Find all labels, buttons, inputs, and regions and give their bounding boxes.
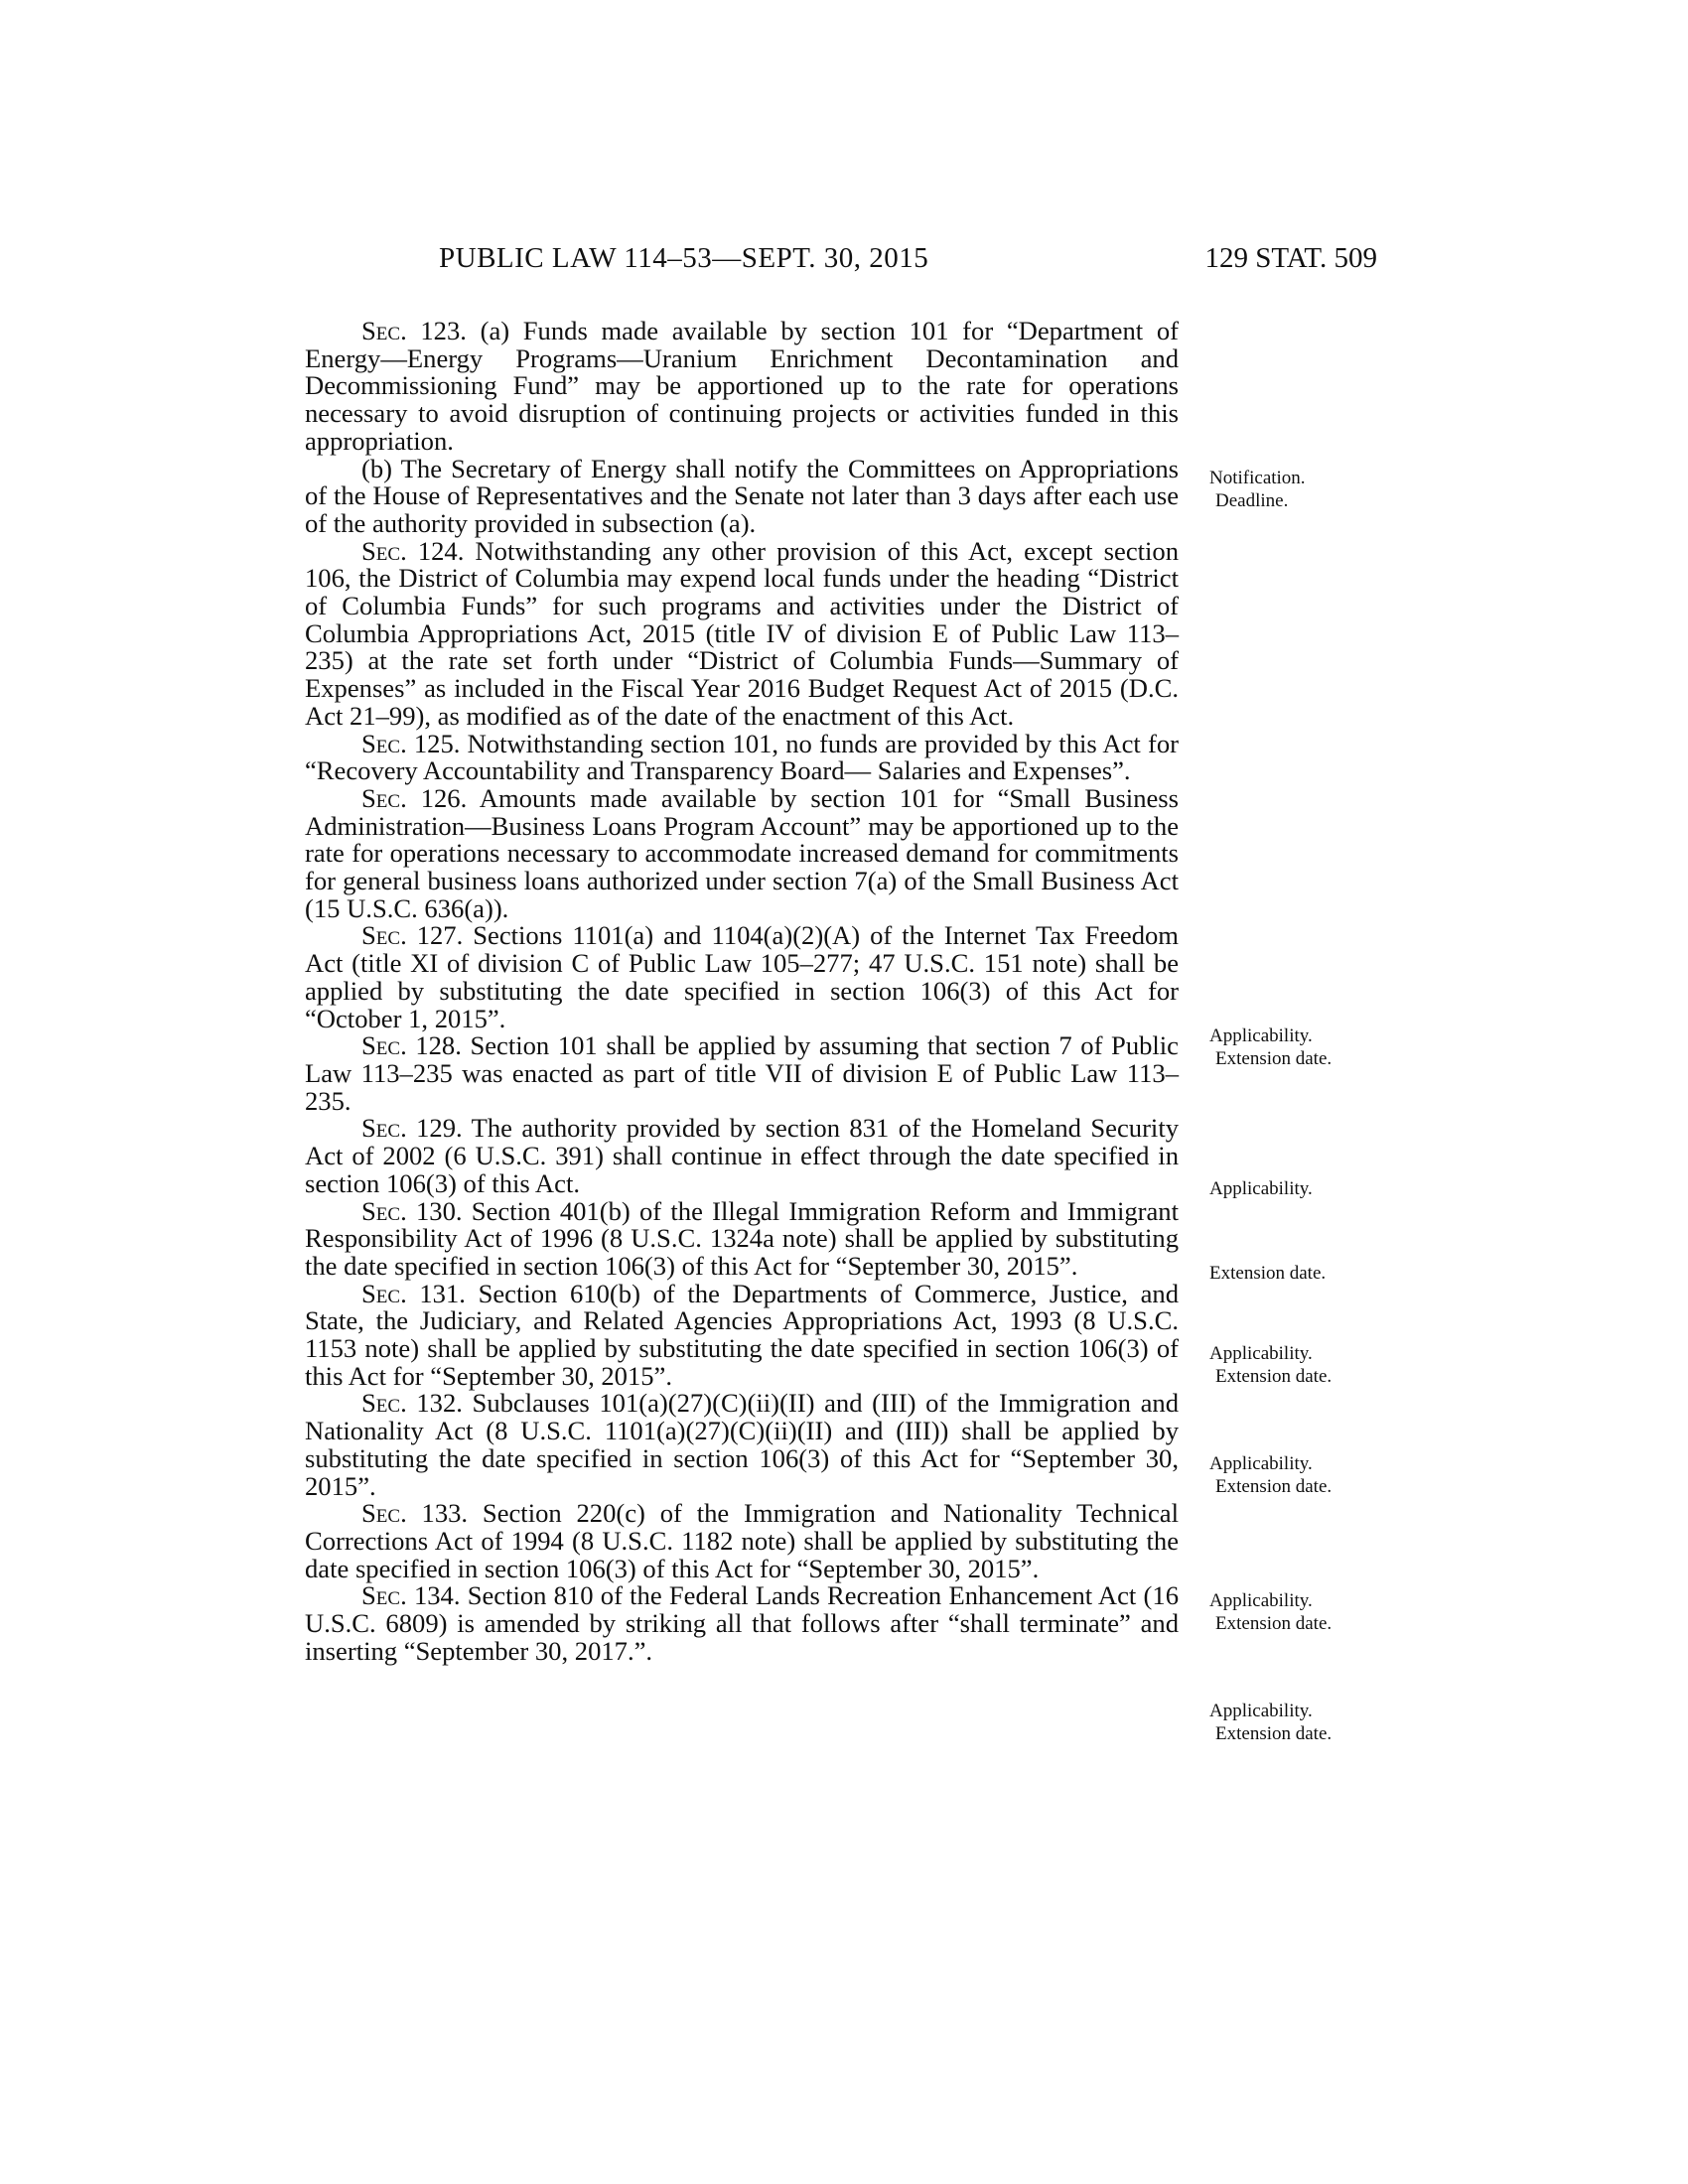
margin-note-section-131 — [1209, 1452, 1332, 1498]
section-132 — [305, 1390, 1179, 1500]
section-text: 129. The authority provided by section 831 of the Homeland Security Act of 2002 (6 U.S.C. 391) shall continue in effect through the date specified in section 106(3) of this Act. — [305, 1113, 1179, 1198]
margin-note-line: Extension date. — [1215, 1366, 1333, 1387]
section-text: 132. Subclauses 101(a)(27)(C)(ii)(II) and (III) of the Immigration and Nationality Act (8 U.S.C. 1101(a)(27)(C)(ii)(II) and (III)) shall be applied by substituting the date specified in section 106(3) of this Act for “September 30, 2015”. — [305, 1388, 1179, 1501]
margin-note-line: Applicability. — [1209, 1590, 1313, 1611]
margin-note-line: Applicability. — [1209, 1453, 1313, 1474]
margin-note-line: Applicability. — [1209, 1178, 1313, 1199]
section-label: Sec. — [361, 782, 407, 813]
margin-note-line: Extension date. — [1215, 1048, 1333, 1069]
statute-page-number: 129 STAT. 509 — [1204, 242, 1377, 274]
section-label: Sec. — [361, 1113, 407, 1144]
section-text: 128. Section 101 shall be applied by assuming that section 7 of Public Law 113–235 was enacted as part of title VII of division E of Public Law 113–235. — [305, 1030, 1179, 1116]
margin-note-line: Applicability. — [1209, 1343, 1313, 1364]
section-133 — [305, 1500, 1179, 1582]
margin-note-section-123 — [1209, 467, 1306, 512]
margin-note-line: Applicability. — [1209, 1025, 1313, 1046]
section-text: 131. Section 610(b) of the Departments of Commerce, Justice, and State, the Judiciary, and Related Agencies Appropriations Act, 1993 (8 U.S.C. 1153 note) shall be applied by substituting the date specified in section 106(3) of this Act for “September 30, 2015”. — [305, 1278, 1179, 1391]
section-text: 130. Section 401(b) of the Illegal Immigration Reform and Immigrant Responsibility Act of 1996 (8 U.S.C. 1324a note) shall be applied by substituting the date specified in section 106(3) of this Act for “September 30, 2015”. — [305, 1195, 1179, 1281]
section-label: Sec. — [361, 1030, 407, 1061]
margin-note-line: Extension date. — [1215, 1476, 1333, 1497]
body-text — [305, 318, 1179, 1665]
margin-note-section-127 — [1209, 1024, 1332, 1070]
section-text: (b) The Secretary of Energy shall notify the Committees on Appropriations of the House of Representatives and the Senate not later than 3 days after each use of the authority provided in subsection (a). — [305, 453, 1179, 538]
margin-note-section-132 — [1209, 1589, 1332, 1635]
section-text: 123. (a) Funds made available by section 101 for “Department of Energy—Energy Programs—Uranium Enrichment Decontamination and Decommissioning Fund” may be apportioned up to the rate for operations necessary to avoid disruption of continuing projects or activities funded in this appropriation. — [305, 316, 1179, 456]
section-label: Sec. — [361, 728, 407, 758]
section-134 — [305, 1582, 1179, 1665]
section-label: Sec. — [361, 1278, 407, 1308]
section-label: Sec. — [361, 920, 407, 951]
section-text: 125. Notwithstanding section 101, no funds are provided by this Act for “Recovery Accountability and Transparency Board— Salaries and Expenses”. — [305, 728, 1179, 786]
section-text: 133. Section 220(c) of the Immigration and Nationality Technical Corrections Act of 1994 (8 U.S.C. 1182 note) shall be applied by substituting the date specified in section 106(3) of this Act for “September 30, 2015”. — [305, 1498, 1179, 1583]
section-130 — [305, 1195, 1179, 1281]
section-127 — [305, 922, 1179, 1032]
section-label: Sec. — [361, 535, 407, 566]
section-text: 124. Notwithstanding any other provision of this Act, except section 106, the District of Columbia may expend local funds under the heading “District of Columbia Funds” for such programs and activities under the District of Columbia Appropriations Act, 2015 (title IV of division E of Public Law 113–235) at the rate set forth under “District of Columbia Funds—Summary of Expenses” as included in the Fiscal Year 2016 Budget Request Act of 2015 (D.C. Act 21–99), as modified as of the date of the enactment of this Act. — [305, 535, 1179, 731]
section-123-a — [305, 318, 1179, 456]
margin-note-line: Notification. — [1209, 468, 1306, 488]
section-text: 127. Sections 1101(a) and 1104(a)(2)(A) of the Internet Tax Freedom Act (title XI of division C of Public Law 105–277; 47 U.S.C. 151 note) shall be applied by substituting the date specified in section 106(3) of this Act for “October 1, 2015”. — [305, 920, 1179, 1033]
section-126 — [305, 782, 1179, 923]
margin-note-line: Extension date. — [1209, 1263, 1327, 1284]
section-129 — [305, 1115, 1179, 1197]
margin-notes — [1209, 0, 1408, 2184]
section-124 — [305, 535, 1179, 731]
page-header — [0, 242, 1688, 282]
section-125 — [305, 728, 1179, 786]
section-text: 126. Amounts made available by section 101 for “Small Business Administration—Business Loans Program Account” may be apportioned up to the rate for operations necessary to accommodate increased demand for commitments for general business loans authorized under section 7(a) of the Small Business Act (15 U.S.C. 636(a)). — [305, 782, 1179, 923]
section-label: Sec. — [361, 1498, 407, 1529]
section-label: Sec. — [361, 1195, 407, 1226]
section-label: Sec. — [361, 1388, 407, 1419]
running-head-title: PUBLIC LAW 114–53—SEPT. 30, 2015 — [439, 242, 929, 274]
margin-note-line: Extension date. — [1215, 1613, 1333, 1634]
section-128 — [305, 1032, 1179, 1115]
margin-note-section-128 — [1209, 1177, 1313, 1200]
margin-note-line: Extension date. — [1215, 1723, 1333, 1744]
margin-note-line: Applicability. — [1209, 1701, 1313, 1721]
section-label: Sec. — [361, 1580, 407, 1611]
margin-note-line: Deadline. — [1215, 490, 1289, 511]
section-label: Sec. — [361, 316, 407, 345]
section-123-b — [305, 453, 1179, 538]
section-text: 134. Section 810 of the Federal Lands Recreation Enhancement Act (16 U.S.C. 6809) is amended by striking all that follows after “shall terminate” and inserting “September 30, 2017.”. — [305, 1580, 1179, 1666]
margin-note-section-130 — [1209, 1342, 1332, 1388]
margin-note-section-129 — [1209, 1262, 1326, 1285]
section-131 — [305, 1278, 1179, 1391]
margin-note-section-133 — [1209, 1700, 1332, 1745]
